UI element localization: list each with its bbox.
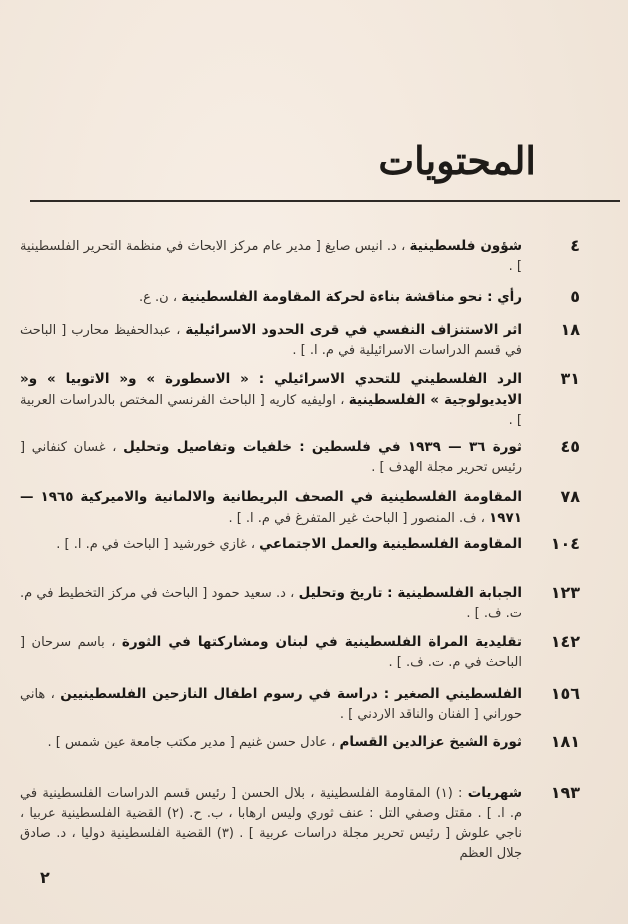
toc-entry — [20, 534, 580, 578]
toc-entry-text — [20, 437, 522, 478]
toc-page-number: ٤٥ — [560, 437, 580, 456]
toc-entry — [20, 369, 580, 433]
toc-entry — [20, 236, 580, 280]
toc-page-number: ٤ — [570, 236, 580, 255]
toc-page-number: ٥ — [570, 287, 580, 306]
toc-page-number: ١٤٢ — [550, 632, 580, 651]
toc-entry-title: ثورة ٣٦ — ١٩٣٩ في فلسطين : خلفيات وتفاصيل وتحليل — [123, 439, 522, 455]
toc-page-number: ١٨ — [560, 320, 580, 339]
toc-entry-text — [20, 583, 522, 624]
toc-entry-title: المقاومة الفلسطينية والعمل الاجتماعي — [259, 536, 522, 552]
toc-page-number: ١٢٣ — [550, 583, 580, 602]
toc-entry-text — [20, 783, 522, 864]
toc-entry-title: رأي : نحو مناقشة بناءة لحركة المقاومة الفلسطينية — [181, 289, 522, 305]
toc-entry-text — [20, 732, 522, 753]
title-rule — [30, 200, 620, 202]
toc-entry-text — [20, 369, 522, 431]
toc-entry-author: ، عادل حسن غنيم [ مدير مكتب جامعة عين شمس ] . — [47, 735, 340, 750]
toc-entry-author: ، عبدالحفيظ محارب [ الباحث في قسم الدراسات الاسرائيلية في م. ا. ] . — [20, 323, 522, 358]
toc-entry-title: اثر الاستنزاف النفسي في قرى الحدود الاسرائيلية — [185, 322, 522, 338]
toc-entry-author: ، د. سعيد حمود [ الباحث في مركز التخطيط في م. ت. ف. ] . — [20, 586, 522, 621]
toc-entry-title: الرد الفلسطيني للتحدي الاسرائيلي : « الاسطورة » و« الاتوبيا » و« الايديولوجية » الفلسطينية — [20, 371, 522, 408]
toc-entry-title: شؤون فلسطينية — [409, 238, 523, 254]
toc-entry-title: شهريات — [467, 785, 522, 801]
toc-entry-text — [20, 487, 522, 529]
toc-entry-text — [20, 236, 522, 277]
toc-page-number: ١٩٣ — [550, 783, 580, 802]
toc-page-number: ٣١ — [560, 369, 580, 388]
toc-entry — [20, 487, 580, 531]
toc-entry-author: ، ن. ع. — [139, 290, 182, 305]
toc-entry — [20, 632, 580, 676]
toc-page-number: ١٠٤ — [550, 534, 580, 553]
toc-entry-title: ثورة الشيخ عزالدين القسام — [339, 734, 522, 750]
toc-entry-title: المقاومة الفلسطينية في الصحف البريطانية والالمانية والاميركية ١٩٦٥ — ١٩٧١ — [20, 489, 523, 526]
toc-entry — [20, 684, 580, 728]
toc-entry-text — [20, 632, 522, 673]
toc-entry — [20, 783, 580, 867]
toc-entry-author: ، غازي خورشيد [ الباحث في م. ا. ] . — [56, 537, 260, 552]
toc-entry-text — [20, 320, 522, 361]
toc-entry-text — [20, 534, 522, 555]
toc-entry-text — [20, 287, 522, 308]
toc-entry-title: الجبابة الفلسطينية : تاريخ وتحليل — [298, 585, 522, 601]
toc-entry-author: ، باسم سرحان [ الباحث في م. ت. ف. ] . — [20, 635, 522, 670]
page-number: ٢ — [40, 868, 50, 887]
toc-page-number: ١٥٦ — [550, 684, 580, 703]
toc-entry — [20, 732, 580, 776]
toc-entry — [20, 583, 580, 627]
toc-entry-title: تقليدية المراة الفلسطينية في لبنان ومشاركتها في الثورة — [121, 634, 523, 650]
toc-page-number: ١٨١ — [550, 732, 580, 751]
toc-entry-author: ، د. انيس صايغ [ مدير عام مركز الابحاث في منظمة التحرير الفلسطينية ] . — [20, 239, 522, 274]
toc-entry-author: ، ف. المنصور [ الباحث غير المتفرغ في م. ا. ] . — [228, 511, 490, 526]
toc-entry-author: ، غسان كنفاني [ رئيس تحرير مجلة الهدف ] . — [20, 440, 522, 475]
page-title: المحتويات — [378, 138, 536, 183]
toc-entry-text — [20, 684, 522, 725]
toc-entry-author: ، اوليفيه كاريه [ الباحث الفرنسي المختص بالدراسات العربية ] . — [20, 393, 522, 428]
toc-entry — [20, 437, 580, 481]
toc-entry — [20, 287, 580, 309]
toc-entry-author: : (١) المقاومة الفلسطينية ، بلال الحسن [ رئيس قسم الدراسات الفلسطينية في م. ا. ] . مقتل وصفي التل : عنف ثوري وليس ارهابا ، ب. ح. (٢) القضية الفلسطينية عربيا ، ناجي علوش [ رئيس تحرير مجلة دراسات عربية ] . (٣) القضية الفلسطينية دوليا ، د. صادق جلال العظم — [20, 786, 523, 861]
toc-entry — [20, 320, 580, 364]
toc-entry-title: الفلسطيني الصغير : دراسة في رسوم اطفال النازحين الفلسطينيين — [60, 686, 522, 702]
toc-page-number: ٧٨ — [560, 487, 580, 506]
toc-entry-author: ، هاني حوراني [ الفنان والناقد الاردني ] . — [20, 687, 522, 722]
